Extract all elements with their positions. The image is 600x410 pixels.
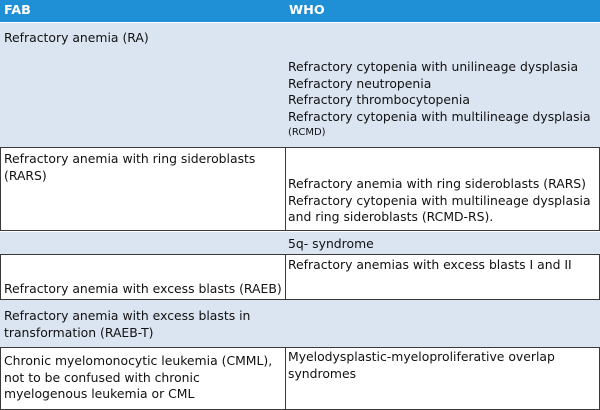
who-5q-syndrome: 5q- syndrome bbox=[288, 236, 374, 251]
fab-cmml-line-2: not to be confused with chronic bbox=[4, 369, 200, 385]
fab-cmml-line-1: Chronic myelomonocytic leukemia (CMML), bbox=[4, 353, 273, 368]
who-raeb bbox=[288, 257, 572, 274]
who-rcmd-rs-line-1: Refractory cytopenia with multilineage dysplasia bbox=[288, 192, 591, 208]
who-5q bbox=[288, 236, 374, 253]
who-refractory-neutropenia: Refractory neutropenia bbox=[288, 75, 432, 91]
fab-raeb-t-line-1: Refractory anemia with excess blasts in bbox=[4, 308, 251, 323]
who-mdmpn-line-1: Myelodysplastic-myeloproliferative overlap bbox=[288, 349, 555, 364]
fab-raeb-t bbox=[4, 308, 250, 341]
header-who-cell bbox=[285, 0, 600, 22]
who-rars: Refractory anemia with ring sideroblasts (RARS) bbox=[288, 176, 586, 191]
fab-raeb-t-line-2: transformation (RAEB-T) bbox=[4, 324, 154, 340]
header-who: WHO bbox=[289, 3, 325, 18]
fab-rars-line-1: Refractory anemia with ring sideroblasts bbox=[4, 151, 256, 166]
fab-ra-line-1: Refractory anemia (RA) bbox=[4, 30, 149, 45]
fab-cmml-line-3: myelogenous leukemia or CML bbox=[4, 386, 195, 401]
who-mdmpn bbox=[288, 349, 555, 382]
fab-raeb bbox=[4, 281, 282, 298]
who-ra-group bbox=[288, 59, 591, 142]
fab-cmml bbox=[4, 353, 272, 403]
fab-rars bbox=[4, 151, 255, 184]
who-rcmd: Refractory cytopenia with multilineage dysplasia bbox=[288, 108, 591, 124]
fab-ra bbox=[4, 30, 149, 47]
header-fab-cell bbox=[0, 0, 285, 22]
who-rcmd-rs-line-2: and ring sideroblasts (RCMD-RS). bbox=[288, 209, 494, 224]
header-fab: FAB bbox=[4, 3, 31, 18]
who-rcmd-abbr: (RCMD) bbox=[288, 127, 326, 138]
fab-raeb-line-1: Refractory anemia with excess blasts (RAEB) bbox=[4, 281, 282, 296]
fab-rars-line-2: (RARS) bbox=[4, 167, 47, 183]
who-refractory-thrombocytopenia: Refractory thrombocytopenia bbox=[288, 92, 470, 107]
who-rars-group bbox=[288, 176, 591, 226]
who-rcud: Refractory cytopenia with unilineage dysplasia bbox=[288, 59, 579, 74]
who-mdmpn-line-2: syndromes bbox=[288, 365, 357, 381]
who-raeb-line-1: Refractory anemias with excess blasts I and II bbox=[288, 257, 572, 272]
